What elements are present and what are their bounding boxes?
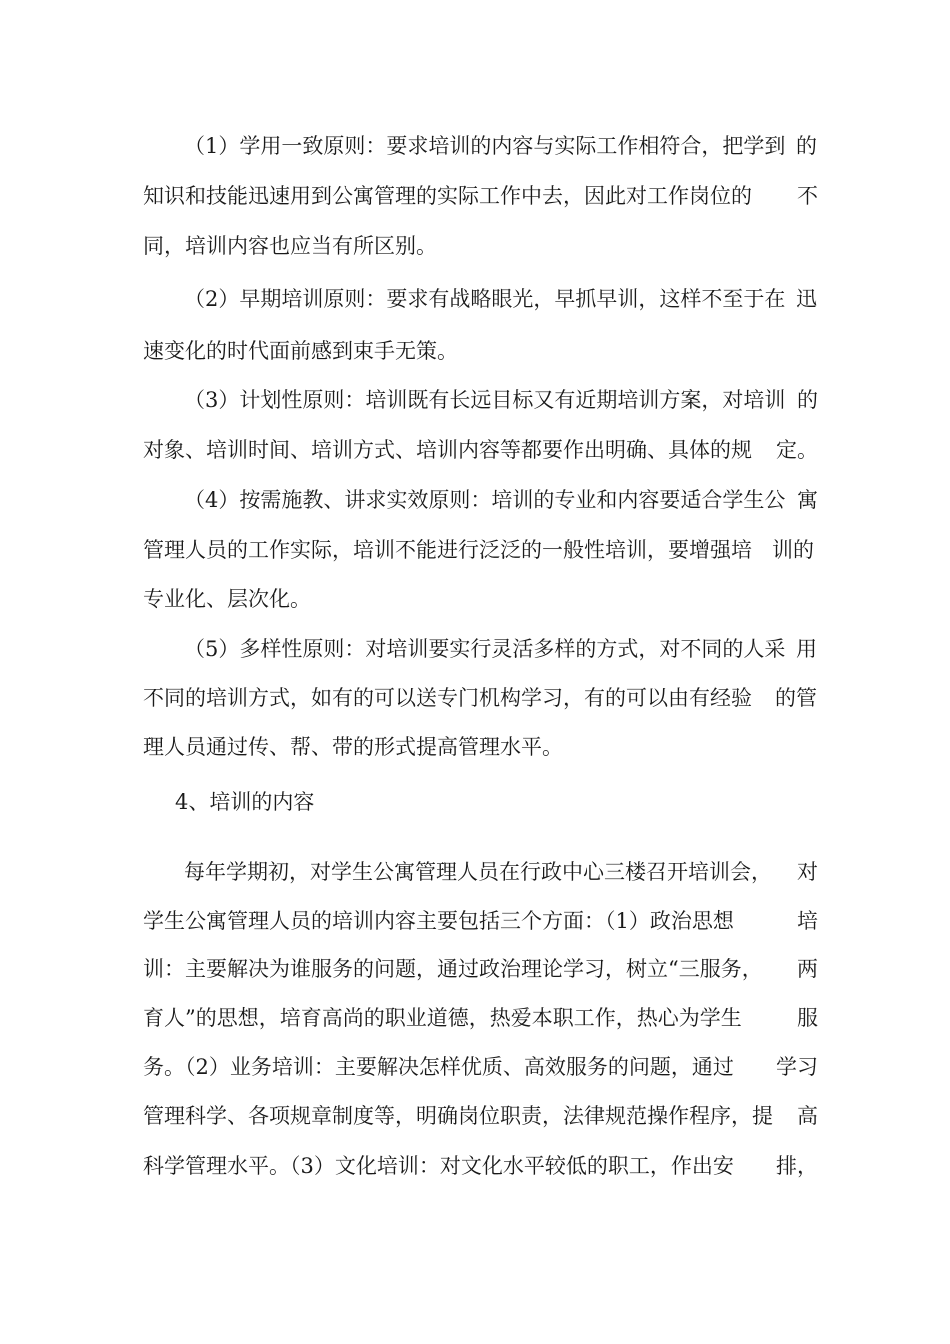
text-segment: 定。 — [776, 438, 818, 462]
text-segment: 服 — [797, 1006, 818, 1030]
text-segment: 育人”的思想，培育高尚的职业道德，热爱本职工作，热心为学生 — [143, 1006, 742, 1030]
text-segment: 同，培训内容也应当有所区别。 — [143, 234, 437, 258]
text-line — [0, 528, 950, 572]
text-segment: 两 — [797, 957, 818, 981]
section-heading-text: 4、培训的内容 — [175, 790, 315, 814]
text-segment: 训：主要解决为谁服务的问题，通过政治理论学习，树立“三服务， — [143, 957, 763, 981]
text-segment: 的 — [797, 388, 818, 412]
text-line — [0, 676, 950, 720]
text-line — [0, 1144, 950, 1188]
text-segment: 管理人员的工作实际，培训不能进行泛泛的一般性培训，要增强培 — [143, 538, 752, 562]
text-line — [0, 378, 950, 422]
text-segment: 务。（2）业务培训：主要解决怎样优质、高效服务的问题，通过 — [143, 1055, 734, 1079]
text-segment: 寓 — [797, 488, 818, 512]
text-segment: 的管 — [775, 686, 817, 710]
text-segment: 管理科学、各项规章制度等，明确岗位职责，法律规范操作程序，提 — [143, 1104, 773, 1128]
text-line — [0, 1094, 950, 1138]
text-segment: 学习 — [776, 1055, 818, 1079]
text-segment: 训的 — [772, 538, 814, 562]
text-segment: （3）计划性原则：培训既有长远目标又有近期培训方案，对培训 — [184, 388, 786, 412]
text-line — [0, 725, 950, 769]
text-segment: 高 — [797, 1104, 818, 1128]
text-line — [0, 899, 950, 943]
text-line — [0, 947, 950, 991]
text-segment: 速变化的时代面前感到束手无策。 — [143, 339, 458, 363]
text-line — [0, 124, 950, 168]
text-line — [0, 850, 950, 894]
text-segment: 科学管理水平。（3）文化培训：对文化水平较低的职工，作出安 — [143, 1154, 734, 1178]
text-line — [0, 174, 950, 218]
text-segment: 理人员通过传、帮、带的形式提高管理水平。 — [143, 735, 563, 759]
text-line — [0, 478, 950, 522]
text-segment: 排， — [776, 1154, 818, 1178]
text-segment: 对 — [797, 860, 818, 884]
text-segment: （5）多样性原则：对培训要实行灵活多样的方式，对不同的人采 — [184, 637, 786, 661]
text-line — [0, 329, 950, 373]
text-segment: 培 — [797, 909, 818, 933]
text-segment: 对象、培训时间、培训方式、培训内容等都要作出明确、具体的规 — [143, 438, 752, 462]
text-line — [0, 1045, 950, 1089]
text-line — [0, 428, 950, 472]
text-segment: 每年学期初，对学生公寓管理人员在行政中心三楼召开培训会， — [184, 860, 772, 884]
section-heading — [0, 780, 950, 824]
text-line — [0, 277, 950, 321]
text-segment: 迅 — [796, 287, 817, 311]
text-line — [0, 996, 950, 1040]
text-segment: 用 — [796, 637, 817, 661]
text-segment: 不同的培训方式，如有的可以送专门机构学习，有的可以由有经验 — [143, 686, 752, 710]
text-line — [0, 627, 950, 671]
text-segment: 的 — [796, 134, 817, 158]
text-segment: 知识和技能迅速用到公寓管理的实际工作中去，因此对工作岗位的 — [143, 184, 752, 208]
text-segment: 专业化、层次化。 — [143, 587, 311, 611]
text-segment: （4）按需施教、讲求实效原则：培训的专业和内容要适合学生公 — [184, 488, 786, 512]
text-line — [0, 577, 950, 621]
text-segment: （2）早期培训原则：要求有战略眼光，早抓早训，这样不至于在 — [184, 287, 786, 311]
text-segment: 学生公寓管理人员的培训内容主要包括三个方面：（1）政治思想 — [143, 909, 734, 933]
text-segment: 不 — [797, 184, 818, 208]
text-line — [0, 224, 950, 268]
text-segment: （1）学用一致原则：要求培训的内容与实际工作相符合，把学到 — [184, 134, 786, 158]
